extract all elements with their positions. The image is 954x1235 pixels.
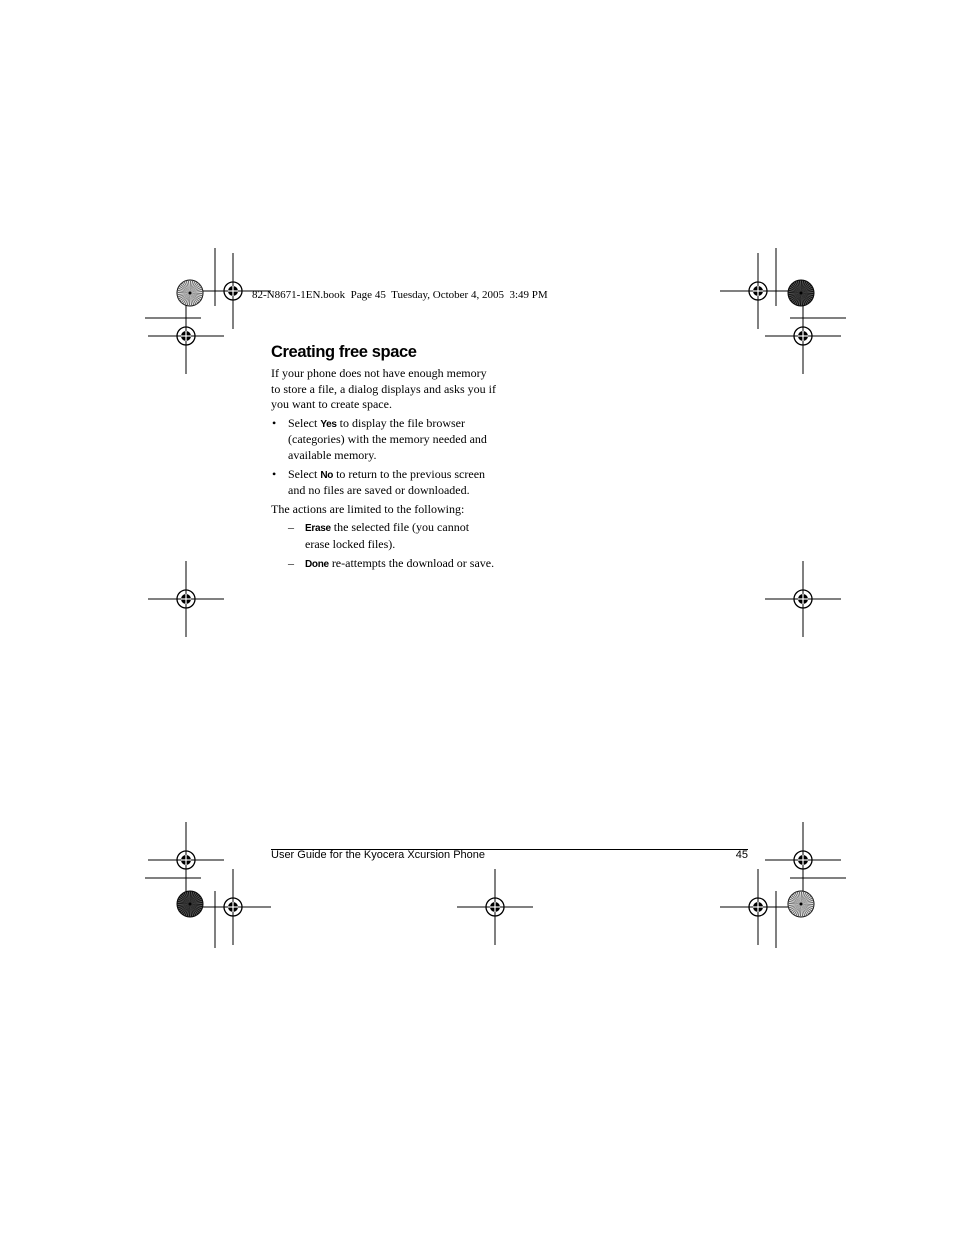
action-text: the selected file (you cannot erase locked files). — [305, 520, 470, 551]
keyword-no: No — [320, 469, 334, 481]
registration-target-icon — [148, 298, 224, 374]
action-item-done — [271, 556, 496, 573]
bullet-prefix: Select — [288, 415, 321, 430]
section-heading: Creating free space — [271, 343, 417, 361]
keyword-yes: Yes — [320, 418, 337, 430]
registration-target-icon — [148, 822, 224, 898]
color-wheel-icon — [177, 280, 203, 306]
dash-icon: – — [288, 520, 294, 535]
file-slug-line: 82-N8671-1EN.book Page 45 Tuesday, October 4, 2005 3:49 PM — [252, 289, 548, 301]
color-wheel-icon — [788, 280, 814, 306]
color-wheel-icon — [177, 891, 203, 917]
registration-target-icon — [720, 253, 796, 329]
color-wheel-icon — [788, 891, 814, 917]
registration-target-icon — [765, 561, 841, 637]
action-item-erase — [271, 520, 496, 552]
bullet-icon: • — [272, 415, 277, 430]
registration-target-icon — [720, 869, 796, 945]
keyword-erase: Erase — [305, 523, 331, 535]
footer-page-number: 45 — [735, 849, 748, 861]
registration-target-icon — [195, 869, 271, 945]
bullet-item-no — [271, 467, 496, 499]
keyword-done: Done — [305, 558, 329, 570]
action-text: re-attempts the download or save. — [328, 555, 495, 570]
bullet-icon: • — [272, 466, 277, 481]
intro-paragraph: If your phone does not have enough memory to store a file, a dialog displays and asks you if you want to create space. — [271, 366, 496, 412]
registration-target-icon — [148, 561, 224, 637]
actions-intro: The actions are limited to the following: — [271, 501, 465, 516]
bullet-text: to display the file browser (categories) with the memory needed and available memory. — [288, 415, 487, 462]
registration-target-icon — [457, 869, 533, 945]
bullet-prefix: Select — [288, 466, 321, 481]
registration-target-icon — [765, 822, 841, 898]
dash-icon: – — [288, 555, 294, 570]
registration-target-icon — [765, 298, 841, 374]
content-column — [271, 342, 496, 575]
bullet-item-yes — [271, 416, 496, 464]
footer-guide-title: User Guide for the Kyocera Xcursion Phone — [271, 849, 486, 861]
bullet-text: to return to the previous screen and no files are saved or downloaded. — [288, 466, 486, 498]
